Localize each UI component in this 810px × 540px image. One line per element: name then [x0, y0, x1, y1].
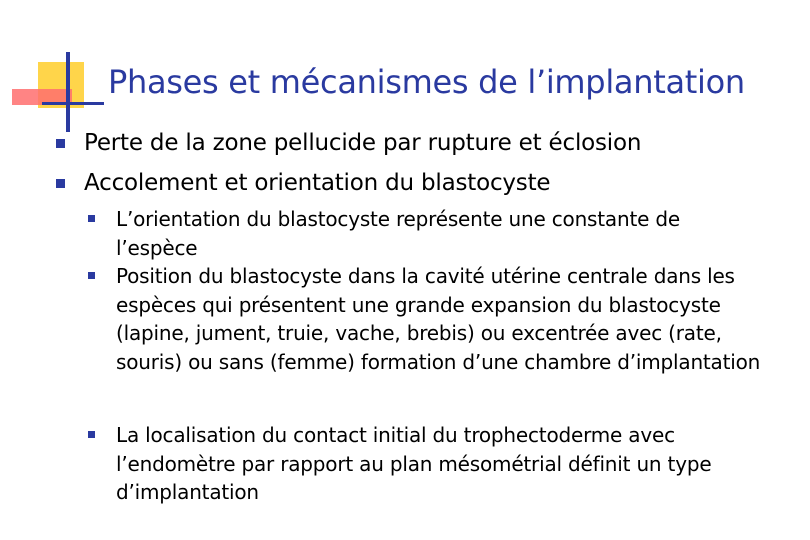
logo-vertical-line — [66, 52, 70, 132]
sub-bullet-item — [116, 205, 716, 262]
sub-bullet-text: L’orientation du blastocyste représente une constante de l’espèce — [116, 207, 680, 260]
square-bullet-icon — [88, 272, 95, 279]
sub-bullet-item — [116, 421, 766, 507]
bullet-text: Perte de la zone pellucide par rupture et éclosion — [84, 130, 642, 156]
sub-bullet-text: Position du blastocyste dans la cavité utérine centrale dans les espèces qui présentent une grande expansion du blastocyste (lapine, jument, truie, vache, brebis) ou excentrée avec (rate, souris) ou sans (femme) formation d’une chambre d’implantation — [116, 264, 761, 374]
bullet-item — [84, 130, 641, 156]
logo-horizontal-line — [42, 102, 104, 105]
sub-bullet-item — [116, 262, 786, 376]
bullet-item — [84, 170, 550, 196]
square-bullet-icon — [88, 431, 95, 438]
square-bullet-icon — [56, 179, 65, 188]
square-bullet-icon — [56, 139, 65, 148]
square-bullet-icon — [88, 215, 95, 222]
bullet-text: Accolement et orientation du blastocyste — [84, 170, 551, 196]
sub-bullet-text: La localisation du contact initial du trophectoderme avec l’endomètre par rapport au plan mésométrial définit un type d’implantation — [116, 423, 712, 504]
slide-title: Phases et mécanismes de l’implantation — [108, 63, 745, 101]
